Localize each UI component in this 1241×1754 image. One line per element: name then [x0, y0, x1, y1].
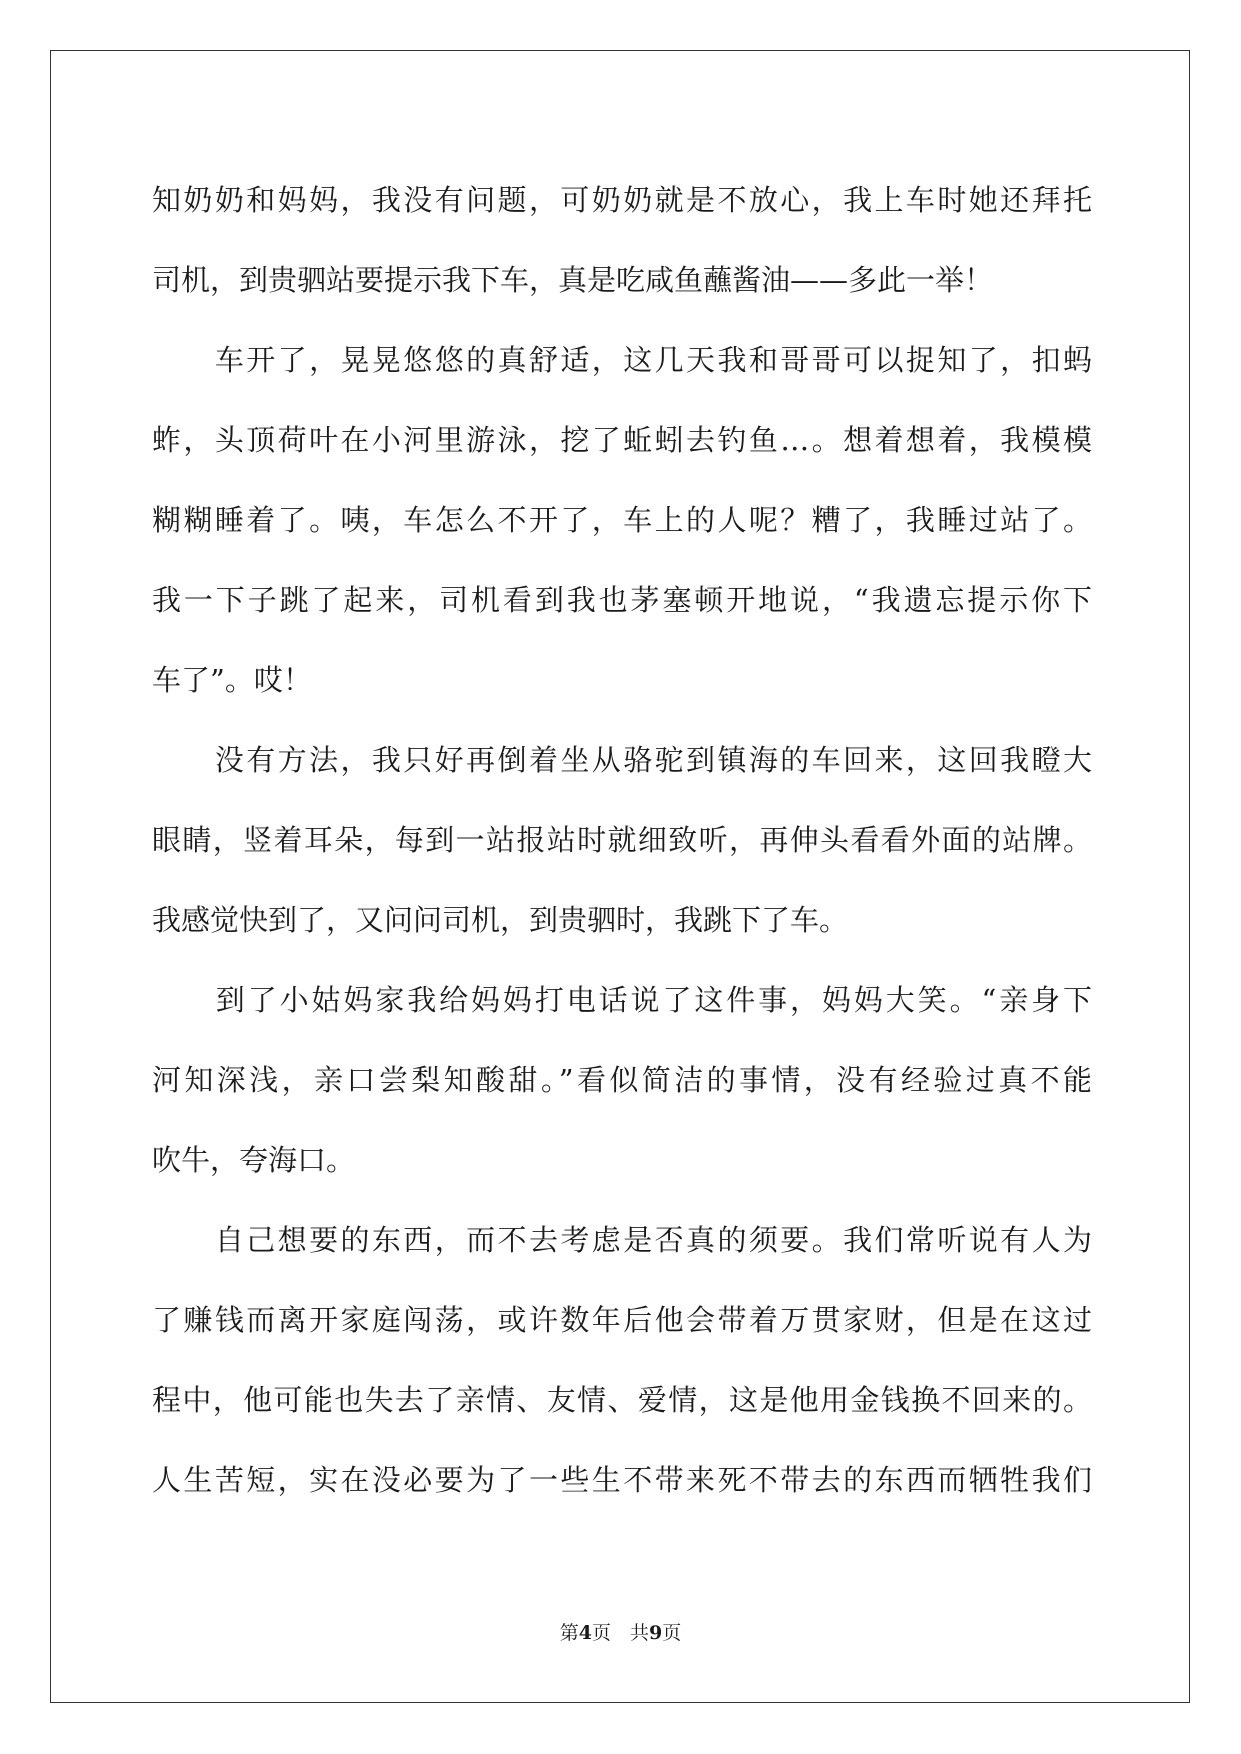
- text-line: 自己想要的东西，而不去考虑是否真的须要。我们常听说有人为: [152, 1223, 1092, 1257]
- text-line: 我感觉快到了，又问问司机，到贵驷时，我跳下了车。: [152, 903, 849, 937]
- text-line: 车了”。哎！: [152, 663, 312, 697]
- text-line: 蚱，头顶荷叶在小河里游泳，挖了蚯蚓去钓鱼…。想着想着，我模模: [152, 423, 1092, 457]
- text-line: 人生苦短，实在没必要为了一些生不带来死不带去的东西而牺牲我们: [152, 1463, 1092, 1497]
- page-mid: 页 共: [591, 1622, 649, 1644]
- text-line: 到了小姑妈家我给妈妈打电话说了这件事，妈妈大笑。“亲身下: [152, 983, 1092, 1017]
- text-line: 没有方法，我只好再倒着坐从骆驼到镇海的车回来，这回我瞪大: [152, 743, 1092, 777]
- current-page-number: 4: [578, 1622, 592, 1644]
- text-line: 司机，到贵驷站要提示我下车，真是吃咸鱼蘸酱油——多此一举！: [152, 263, 994, 297]
- text-line: 我一下子跳了起来，司机看到我也茅塞顿开地说，“我遗忘提示你下: [152, 583, 1092, 617]
- text-line: 河知深浅，亲口尝梨知酸甜。”看似简洁的事情，没有经验过真不能: [152, 1063, 1092, 1097]
- text-line: 程中，他可能也失去了亲情、友情、爱情，这是他用金钱换不回来的。: [152, 1383, 1092, 1417]
- text-line: 知奶奶和妈妈，我没有问题，可奶奶就是不放心，我上车时她还拜托: [152, 183, 1092, 217]
- text-line: 吹牛，夸海口。: [152, 1143, 356, 1177]
- page-prefix: 第: [559, 1622, 579, 1644]
- text-line: 车开了，晃晃悠悠的真舒适，这几天我和哥哥可以捉知了，扣蚂: [152, 343, 1092, 377]
- page-suffix: 页: [662, 1622, 682, 1644]
- page-footer: [0, 1618, 1241, 1645]
- document-body: [152, 160, 1092, 1520]
- text-line: 眼睛，竖着耳朵，每到一站报站时就细致听，再伸头看看外面的站牌。: [152, 823, 1092, 857]
- text-line: 糊糊睡着了。咦，车怎么不开了，车上的人呢？糟了，我睡过站了。: [152, 503, 1092, 537]
- text-line: 了赚钱而离开家庭闯荡，或许数年后他会带着万贯家财，但是在这过: [152, 1303, 1092, 1337]
- total-pages-number: 9: [649, 1622, 663, 1644]
